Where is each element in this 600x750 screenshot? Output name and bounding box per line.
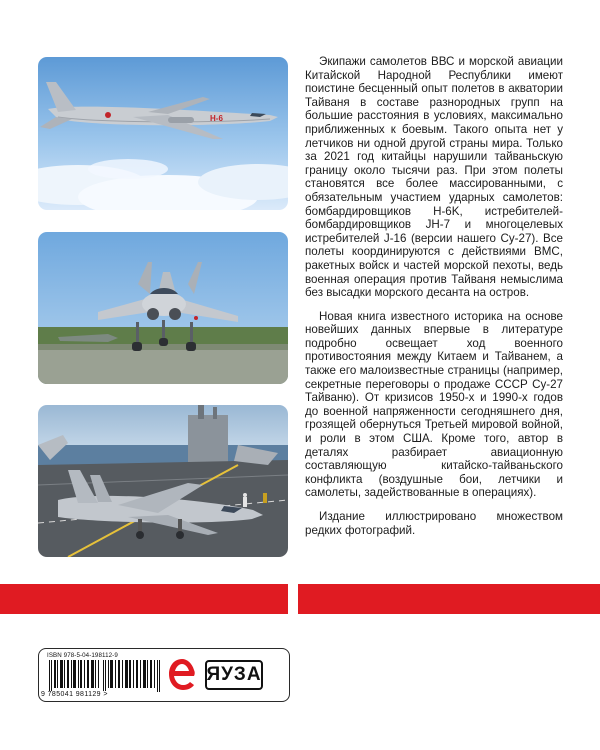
barcode-icon [47, 660, 167, 692]
annotation-paragraph-1: Экипажи самолетов ВВС и морской авиации Китайской Народной Республики имеют поистине бесценный опыт полетов в акватории Тайваня в составе разнородных групп на большие расстояния в условиях, максимально приближенных к боевым. Такого опыта нет у летчиков ни одной другой страны мира. Только за 2021 год китайцы нарушили тайваньскую границу около тысячи раз. При этом полеты становятся все более массированными, с обязательным участием ударных самолетов: бомбардировщиков H-6K, истребителей-бомбардировщиков JH-7 и многоцелевых истребителей J-16 (версии нашего Су-27). Все полеты координируются с действиями ВМС, ракетных войск и частей морской пехоты, ведь военная операция против Тайваня немыслима без высадки морского десанта на остров. [305, 55, 563, 300]
barcode-digits: 9 785041 981129 > [41, 691, 108, 698]
photo-h6k-bomber-over-clouds [38, 57, 288, 210]
eksmo-logo-icon [167, 657, 197, 693]
yauza-logo: ЯУЗА [205, 660, 263, 690]
barcode-panel [38, 648, 290, 702]
annotation-paragraph-2: Новая книга известного историка на основе новейших данных впервые в литературе подробно освещает ход военного противостояния между Китаем и Тайванем, а также его малоизвестные страницы (например, секретные переговоры о продаже СССР Су-27 Тайваню). От кризисов 1950-х и 1990-х годов до военной напряженности сегодняшнего дня, грозящей обернуться Третьей мировой войной, и роли в этом США. Кроме того, автор в деталях разбирает авиационную составляющую китайско-тайваньского конфликта (воздушные бои, летчики и самолеты, задействованные в операциях). [305, 309, 563, 500]
red-band-gap [288, 584, 298, 614]
svg-text:H-6: H-6 [210, 114, 223, 123]
annotation-paragraph-3: Издание иллюстрировано множеством редких фотографий. [305, 510, 563, 537]
photo-fighter-landing [38, 232, 288, 384]
isbn-label: ISBN 978-5-04-198112-9 [47, 652, 118, 659]
red-accent-band [0, 584, 600, 614]
photo-carrier-deck-fighter [38, 405, 288, 557]
annotation-text [305, 55, 563, 547]
